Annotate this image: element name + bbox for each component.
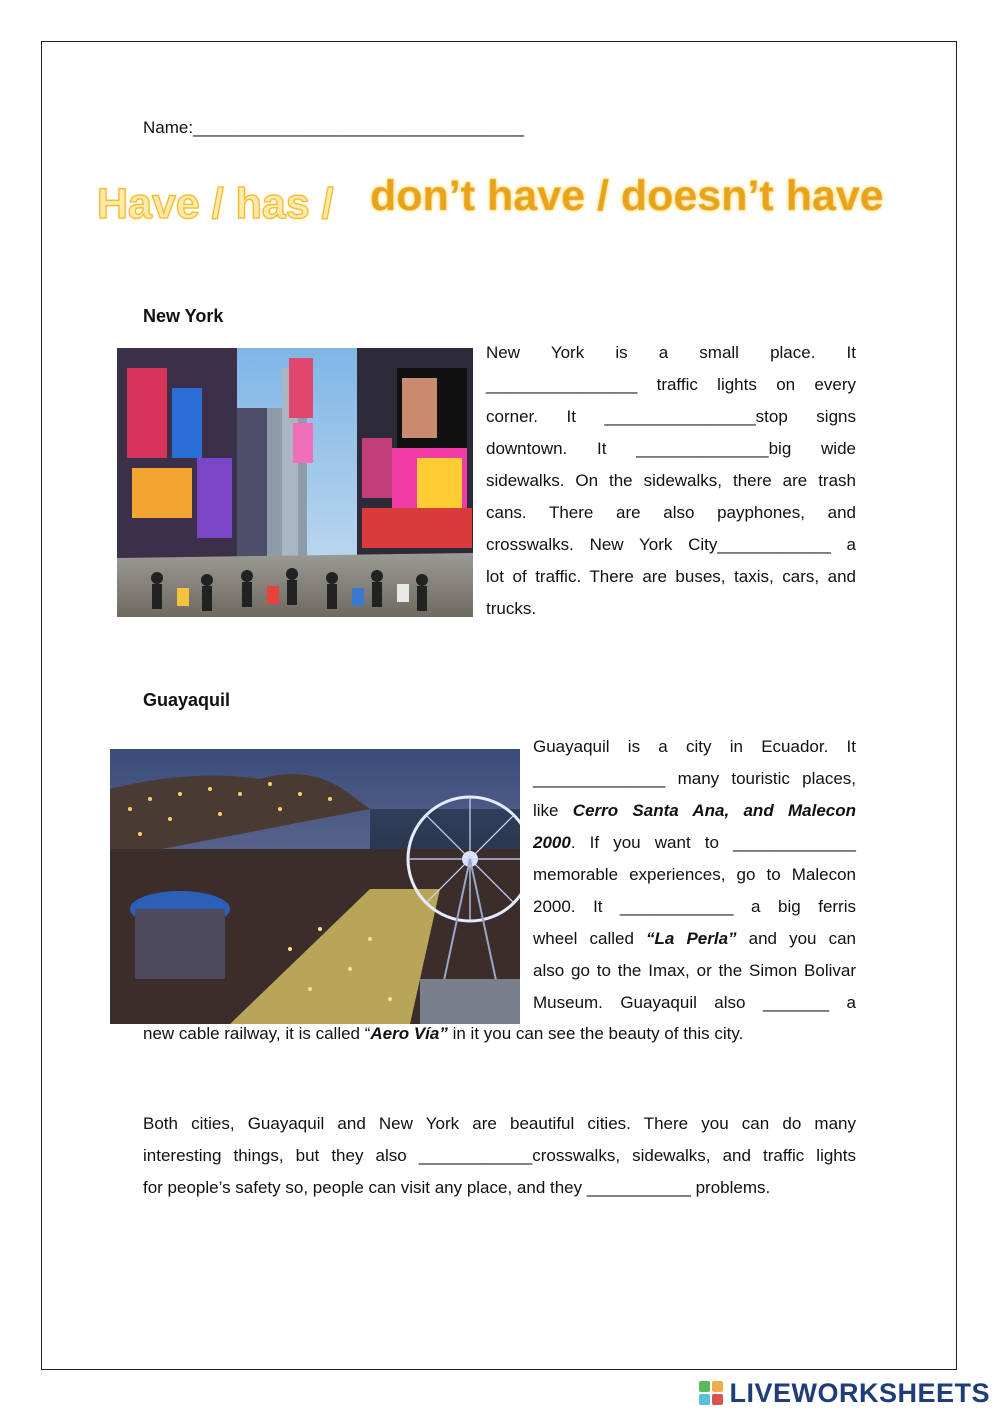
text-fragment: new cable railway, it is called “: [143, 1024, 371, 1043]
liveworksheets-logo-icon: [699, 1381, 725, 1407]
guayaquil-paragraph: [533, 731, 856, 1019]
guayaquil-photo: [110, 749, 520, 1024]
guayaquil-heading: Guayaquil: [143, 690, 231, 710]
text-line: downtown. It ______________big wide: [486, 439, 856, 458]
text-line: trucks.: [486, 599, 537, 618]
text-line: crosswalks. New York City____________ a: [486, 535, 856, 554]
text-line: for people’s safety so, people can visit any place, and they ___________ problems.: [143, 1178, 771, 1197]
emphasis-2000: 2000: [533, 833, 571, 852]
liveworksheets-logo[interactable]: [699, 1378, 990, 1409]
text-line: ________________ traffic lights on every: [486, 375, 856, 394]
conclusion-paragraph: [143, 1108, 856, 1204]
text-line: also go to the Imax, or the Simon Bolivar: [533, 961, 856, 980]
guayaquil-paragraph-end: [143, 1018, 856, 1050]
text-line: sidewalks. On the sidewalks, there are trash: [486, 471, 856, 490]
text-line: lot of traffic. There are buses, taxis, cars, and: [486, 567, 856, 586]
title-have-has: Have / has /: [97, 180, 334, 228]
new-york-paragraph: [486, 337, 856, 625]
new-york-photo: [117, 348, 473, 617]
text-line: [143, 1018, 856, 1050]
text-fragment: in it you can see the beauty of this city.: [447, 1024, 744, 1043]
new-york-heading: New York: [143, 306, 224, 326]
emphasis-la-perla: “La Perla”: [646, 929, 737, 948]
text-line: [533, 923, 856, 955]
text-fragment: like: [533, 801, 559, 820]
emphasis-cerro-santa-ana: Cerro Santa Ana, and Malecon: [572, 801, 856, 820]
text-line: memorable experiences, go to Malecon: [533, 865, 856, 884]
text-line: Guayaquil is a city in Ecuador. It: [533, 737, 856, 756]
text-fragment: wheel called: [533, 929, 634, 948]
text-line: Museum. Guayaquil also _______ a: [533, 993, 856, 1012]
text-line: Both cities, Guayaquil and New York are beautiful cities. There you can do many: [143, 1114, 856, 1133]
text-line: interesting things, but they also ____________crosswalks, sidewalks, and traffic lights: [143, 1146, 856, 1165]
name-field-label: Name:___________________________________: [143, 118, 524, 137]
title-dont-have: don’t have / doesn’t have: [370, 172, 884, 220]
text-line: ______________ many touristic places,: [533, 769, 856, 788]
text-line: corner. It ________________stop signs: [486, 407, 856, 426]
text-fragment: and you can: [748, 929, 856, 948]
text-line: [533, 795, 856, 827]
text-line: cans. There are also payphones, and: [486, 503, 856, 522]
emphasis-aero-via: Aero Vía”: [370, 1024, 448, 1043]
text-line: [533, 827, 856, 859]
liveworksheets-logo-text: LIVEWORKSHEETS: [729, 1378, 990, 1408]
text-line: 2000. It ____________ a big ferris: [533, 897, 856, 916]
text-fragment: . If you want to _____________: [570, 833, 856, 852]
text-line: New York is a small place. It: [486, 343, 856, 362]
